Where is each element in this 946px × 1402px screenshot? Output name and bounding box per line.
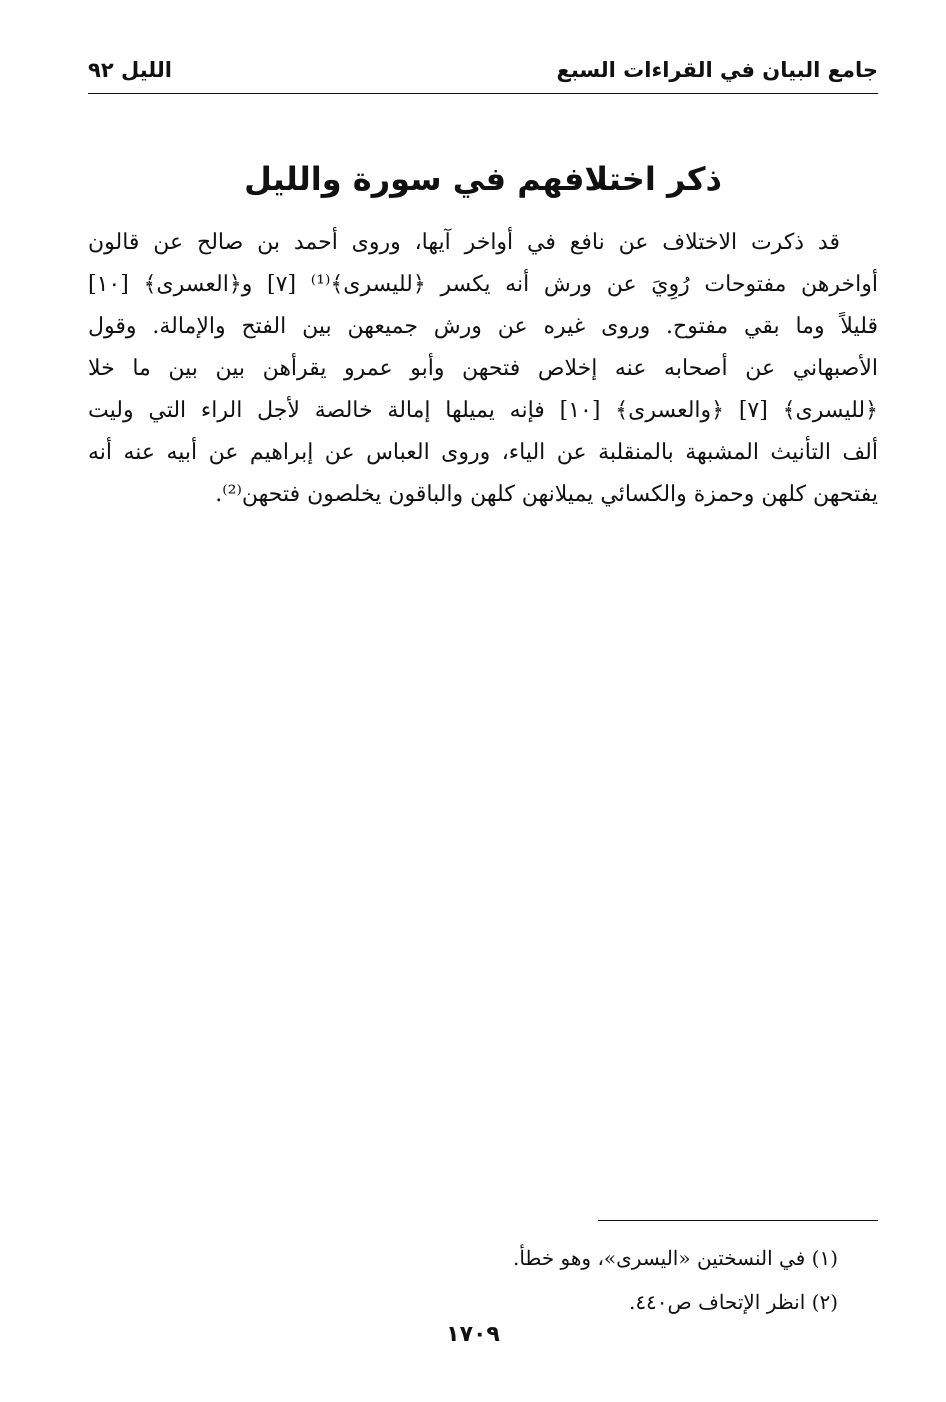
footnote-1: (١) في النسختين «اليسرى»، وهو خطأ. — [512, 1246, 838, 1270]
header-divider — [88, 93, 878, 94]
section-title: ذكر اختلافهم في سورة والليل — [244, 160, 722, 198]
paragraph-line: قد ذكرت الاختلاف عن نافع في أواخر آيها، وروى أحمد بن صالح عن قالون — [88, 230, 840, 255]
running-head-surah: الليل ٩٢ — [88, 58, 172, 82]
paragraph-line: ألف التأنيث المشبهة بالمنقلبة عن الياء، وروى العباس عن إبراهيم عن أبيه عنه أنه — [88, 440, 878, 465]
footnotes — [300, 1236, 838, 1324]
running-header — [88, 52, 878, 92]
paragraph-line: الأصبهاني عن أصحابه عنه إخلاص فتحهن وأبو عمرو يقرأهن بين بين ما خلا — [88, 356, 878, 381]
paragraph-line: يفتحهن كلهن وحمزة والكسائي يميلانهن كلهن والباقون يخلصون فتحهن⁽²⁾. — [215, 482, 878, 507]
page-number: ١٧٠٩ — [446, 1322, 500, 1347]
paragraph-line: ﴿لليسرى﴾ [٧] ﴿والعسرى﴾ [١٠] فإنه يميلها إمالة خالصة لأجل الراء التي وليت — [88, 398, 878, 423]
paragraph-line: أواخرهن مفتوحات رُوِيَ عن ورش أنه يكسر ﴿لليسرى﴾⁽¹⁾ [٧] و﴿العسرى﴾ [١٠] — [88, 272, 878, 297]
paragraph-line: قليلاً وما بقي مفتوح. وروى غيره عن ورش جميعهن بين الفتح والإمالة. وقول — [88, 314, 878, 339]
main-paragraph — [88, 222, 878, 516]
footnote-2: (٢) انظر الإتحاف ص٤٤٠. — [628, 1290, 838, 1314]
footnote-divider — [598, 1220, 878, 1221]
book-title: جامع البيان في القراءات السبع — [556, 58, 878, 82]
